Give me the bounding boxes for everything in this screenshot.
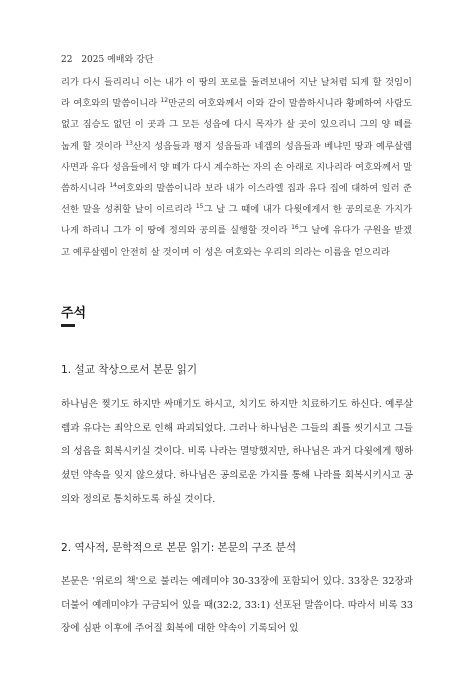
title-underline [61, 324, 75, 327]
scripture-text: 리가 다시 들리리니 이는 내가 이 땅의 포로를 돌려보내어 지난 날처럼 되게 할 것임이라 여호와의 말씀이니라 [61, 77, 412, 110]
scripture-text: 그 날 그 때에 내가 다윗에게서 한 공의로운 가지가 나게 하리니 그가 이 땅에 정의와 공의를 실행할 것이라 [61, 204, 412, 237]
scripture-passage [61, 72, 412, 263]
verse-number: 16 [291, 224, 299, 232]
verse-number: 13 [125, 139, 133, 147]
section-body-1: 하나님은 찢기도 하지만 싸매기도 하시고, 치기도 하지만 치료하기도 하신다. 예루살렘과 유다는 죄악으로 인해 파괴되었다. 그러나 하나님은 그들의 죄를 씻기시고 그들의 성읍을 회복시키실 것이다. 비록 나라는 멸망했지만, 하나님은 과거 다윗에게 행하셨던 약속을 잊지 않으셨다. 하나님은 공의로운 가지를 통해 나라를 회복시키시고 공의와 정의로 통치하도록 하실 것이다. [61, 399, 413, 505]
section-heading-1: 1. 설교 착상으로서 본문 읽기 [61, 364, 198, 376]
verse-number: 14 [109, 181, 117, 189]
verse-number: 12 [160, 97, 169, 105]
section-body-2: 본문은 '위로의 책'으로 불리는 예레미야 30-33장에 포함되어 있다. 33장은 32장과 더불어 예레미야가 구금되어 있을 때(32:2, 33:1) 선포된 말씀이다. 따라서 비록 33장에 심판 이후에 주어질 회복에 대한 약속이 기록되어 있 [61, 576, 413, 635]
running-header [61, 52, 153, 65]
scripture-text: 그 날에 유다가 구원을 받겠고 예루살렘이 안전히 살 것이며 이 성은 여호와는 우리의 의라는 이름을 얻으리라 [61, 225, 412, 258]
scripture-text: 여호와의 말씀이니라 보라 내가 이스라엘 집과 유다 집에 대하여 일러 준 선한 말을 성취할 날이 이르리라 [61, 183, 412, 216]
page-number: 22 [61, 55, 73, 65]
verse-number: 15 [195, 203, 204, 211]
scripture-text: 산지 성읍들과 평지 성읍들과 네겝의 성읍들과 베냐민 땅과 예루살렘 사면과 유다 성읍들에서 양 떼가 다시 계수하는 자의 손 아래로 지나리라 여호와께서 말씀하시니라 [61, 140, 412, 195]
section-heading-2: 2. 역사적, 문학적으로 본문 읽기: 본문의 구조 분석 [61, 542, 297, 554]
book-title: 2025 예배와 강단 [81, 55, 154, 65]
notes-title: 주석 [61, 306, 87, 321]
scripture-text: 만군의 여호와께서 이와 같이 말씀하시니라 황폐하여 사람도 없고 짐승도 없던 이 곳과 그 모든 성읍에 다시 목자가 살 곳이 있으리니 그의 양 떼를 눕게 할 것이라 [61, 98, 412, 152]
